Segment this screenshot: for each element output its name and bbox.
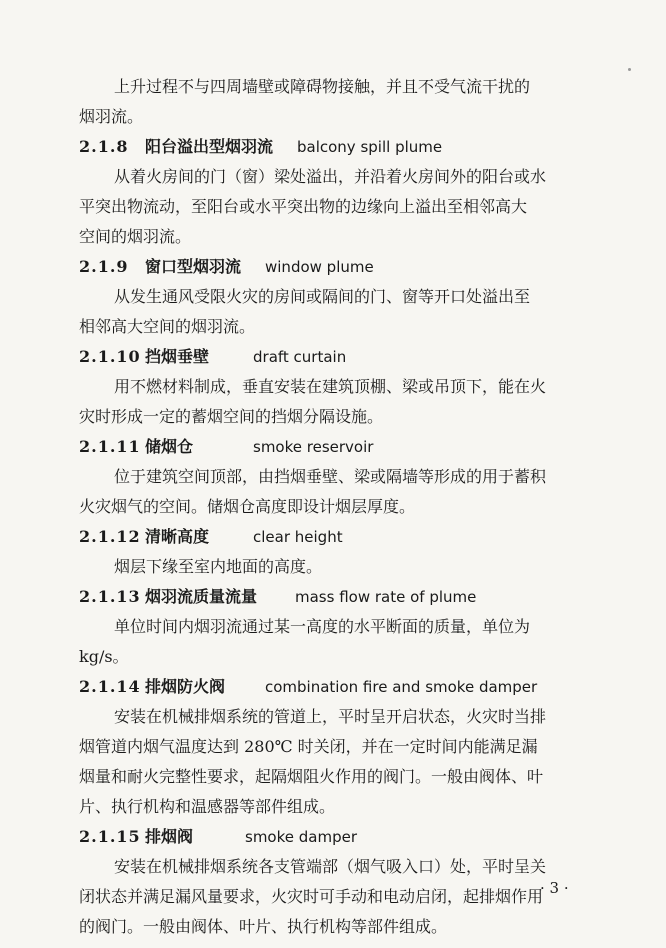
paragraph-line: 平突出物流动，至阳台或水平突出物的边缘向上溢出至相邻高大 (79, 197, 528, 216)
term-english: smoke reservoir (253, 438, 374, 456)
paragraph-line: 从着火房间的门（窗）梁处溢出，并沿着火房间外的阳台或水 (114, 167, 547, 186)
paragraph-line: 相邻高大空间的烟羽流。 (79, 317, 256, 336)
term-chinese: 清晰高度 (145, 527, 210, 546)
paragraph-line: 上升过程不与四周墙壁或障碍物接触，并且不受气流干扰的 (114, 77, 531, 96)
term-chinese: 烟羽流质量流量 (145, 587, 258, 606)
term-number: 2.1.10 (79, 347, 141, 366)
paragraph-line: 空间的烟羽流。 (79, 227, 192, 246)
term-english: mass flow rate of plume (295, 588, 477, 606)
paragraph-line: 用不燃材料制成，垂直安装在建筑顶棚、梁或吊顶下，能在火 (114, 377, 547, 396)
paragraph-line: 火灾烟气的空间。储烟仓高度即设计烟层厚度。 (79, 497, 416, 516)
term-number: 2.1.15 (79, 827, 141, 846)
term-english: combination fire and smoke damper (265, 678, 538, 696)
term-number: 2.1.9 (79, 257, 129, 276)
term-chinese: 排烟阀 (145, 827, 194, 846)
paragraph-line: 烟层下缘至室内地面的高度。 (114, 557, 323, 576)
term-english: clear height (253, 528, 343, 546)
term-number: 2.1.12 (79, 527, 141, 546)
term-english: draft curtain (253, 348, 347, 366)
term-english: balcony spill plume (297, 138, 443, 156)
term-heading (79, 137, 442, 157)
term-number: 2.1.13 (79, 587, 141, 606)
term-heading (79, 257, 374, 277)
term-chinese: 窗口型烟羽流 (145, 257, 242, 276)
term-english: smoke damper (245, 828, 357, 846)
page-number: · 3 · (540, 879, 569, 897)
paragraph-line: 安装在机械排烟系统各支管端部（烟气吸入口）处，平时呈关 (114, 857, 547, 876)
paragraph-line: 烟管道内烟气温度达到 280℃ 时关闭，并在一定时间内能满足漏 (79, 737, 538, 756)
term-number: 2.1.14 (79, 677, 141, 696)
term-chinese: 阳台溢出型烟羽流 (145, 137, 274, 156)
term-heading (79, 347, 346, 367)
paragraph-line: 灾时形成一定的蓄烟空间的挡烟分隔设施。 (79, 407, 384, 426)
term-heading (79, 827, 357, 847)
term-chinese: 排烟防火阀 (145, 677, 226, 696)
term-chinese: 挡烟垂壁 (145, 347, 210, 366)
term-heading (79, 527, 343, 547)
paragraph-line: 安装在机械排烟系统的管道上，平时呈开启状态，火灾时当排 (114, 707, 547, 726)
paragraph-line: 片、执行机构和温感器等部件组成。 (79, 797, 336, 816)
paragraph-line: 从发生通风受限火灾的房间或隔间的门、窗等开口处溢出至 (114, 287, 531, 306)
paragraph-line: 的阀门。一般由阀体、叶片、执行机构等部件组成。 (79, 917, 448, 936)
term-number: 2.1.8 (79, 137, 129, 156)
term-heading (79, 677, 537, 697)
term-chinese: 储烟仓 (145, 437, 194, 456)
term-heading (79, 587, 476, 607)
paragraph-line: 位于建筑空间顶部，由挡烟垂壁、梁或隔墙等形成的用于蓄积 (114, 467, 547, 486)
term-number: 2.1.11 (79, 437, 141, 456)
paragraph-line: 闭状态并满足漏风量要求，火灾时可手动和电动启闭，起排烟作用 (79, 887, 544, 906)
term-english: window plume (265, 258, 374, 276)
paragraph-line: kg/s。 (79, 647, 129, 666)
paragraph-line: 烟羽流。 (79, 107, 144, 126)
paragraph-line: 单位时间内烟羽流通过某一高度的水平断面的质量，单位为 (114, 617, 531, 636)
paragraph-line: 烟量和耐火完整性要求，起隔烟阻火作用的阀门。一般由阀体、叶 (79, 767, 544, 786)
term-heading (79, 437, 373, 457)
scan-speck (628, 68, 631, 71)
